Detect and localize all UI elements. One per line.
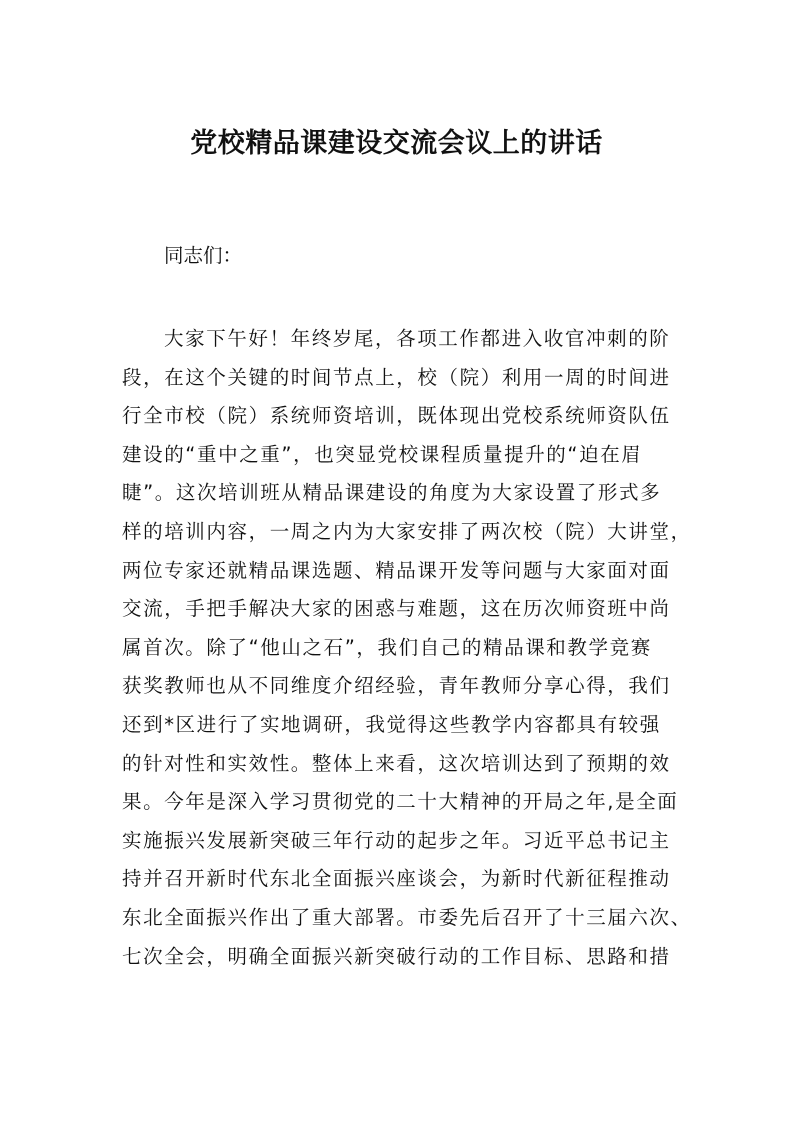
body-line: 行全市校（院）系统师资培训，既体现出党校系统师资队伍	[122, 404, 671, 428]
document-title: 党校精品课建设交流会议上的讲话	[190, 128, 603, 159]
body-paragraph	[122, 320, 702, 976]
body-line: 还到*区进行了实地调研，我觉得这些教学内容都具有较强	[122, 712, 661, 736]
body-line: 东北全面振兴作出了重大部署。市委先后召开了十三届六次、	[122, 905, 692, 929]
body-line: 七次全会，明确全面振兴新突破行动的工作目标、思路和措	[122, 944, 671, 968]
body-line: 样的培训内容，一周之内为大家安排了两次校（院）大讲堂，	[122, 519, 692, 543]
body-line: 实施振兴发展新突破三年行动的起步之年。习近平总书记主	[122, 828, 671, 852]
body-line: 段，在这个关键的时间节点上，校（院）利用一周的时间进	[122, 365, 671, 389]
body-line: 属首次。除了“他山之石”，我们自己的精品课和教学竞赛	[122, 635, 652, 659]
body-line: 睫”。这次培训班从精品课建设的角度为大家设置了形式多	[122, 481, 662, 505]
body-line: 建设的“重中之重”，也突显党校课程质量提升的“迫在眉	[122, 442, 643, 466]
body-line: 大家下午好！年终岁尾，各项工作都进入收官冲刺的阶	[164, 327, 671, 350]
body-line: 的针对性和实效性。整体上来看，这次培训达到了预期的效	[122, 751, 671, 775]
body-line: 持并召开新时代东北全面振兴座谈会，为新时代新征程推动	[122, 867, 671, 891]
body-line: 获奖教师也从不同维度介绍经验，青年教师分享心得，我们	[122, 674, 671, 698]
body-line: 交流，手把手解决大家的困惑与难题，这在历次师资班中尚	[122, 597, 671, 621]
body-line: 果。今年是深入学习贯彻党的二十大精神的开局之年,是全面	[122, 790, 679, 814]
salutation: 同志们：	[164, 244, 243, 267]
body-line: 两位专家还就精品课选题、精品课开发等问题与大家面对面	[122, 558, 671, 582]
